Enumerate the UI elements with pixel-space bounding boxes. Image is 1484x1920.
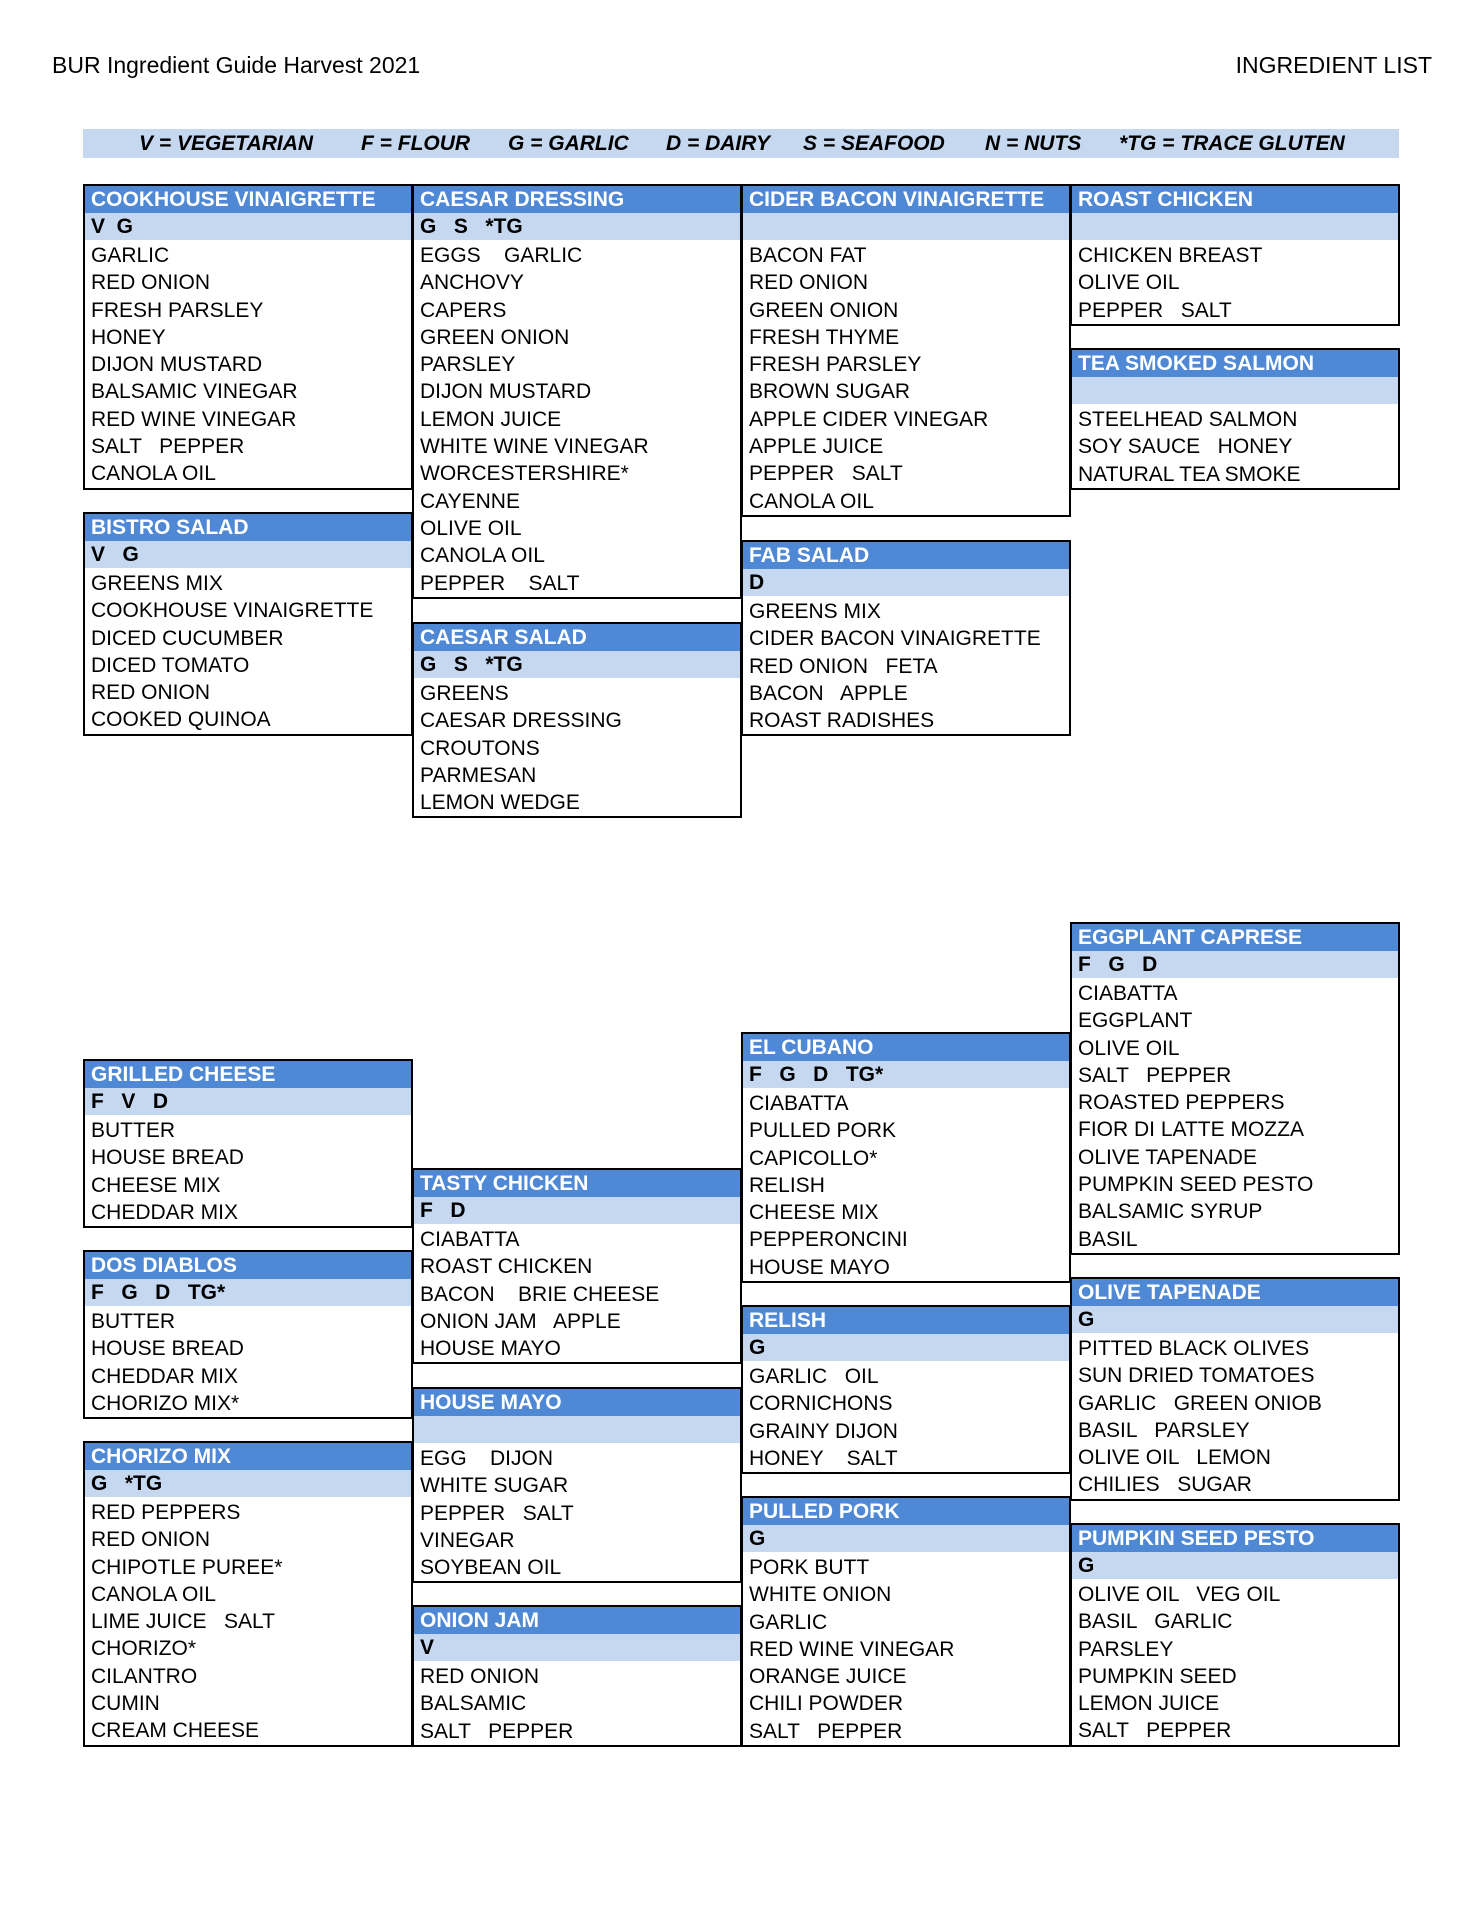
- recipe-title: PULLED PORK: [743, 1498, 1069, 1525]
- ingredient-item: BALSAMIC: [420, 1692, 527, 1716]
- ingredient-list: [85, 1115, 411, 1226]
- ingredient-item: RED ONION: [91, 271, 211, 295]
- recipe-allergen-tags: G: [743, 1525, 1069, 1552]
- recipe-card-roast-chicken: [1070, 184, 1400, 326]
- ingredient-item: HONEY SALT: [749, 1446, 898, 1470]
- ingredient-item: DIJON MUSTARD: [91, 353, 263, 377]
- ingredient-item: HONEY: [91, 325, 166, 349]
- ingredient-item: PUMPKIN SEED: [1078, 1664, 1237, 1688]
- recipe-card-tasty-chicken: [412, 1168, 742, 1364]
- legend-item-seafood: S = SEAFOOD: [803, 132, 945, 155]
- ingredient-list: [85, 1306, 411, 1417]
- ingredient-item: PEPPER SALT: [420, 1501, 574, 1525]
- ingredient-item: COOKHOUSE VINAIGRETTE: [91, 599, 374, 623]
- recipe-allergen-tags: F G D TG*: [85, 1279, 411, 1306]
- ingredient-item: ROASTED PEPPERS: [1078, 1091, 1285, 1115]
- ingredient-item: APPLE JUICE: [749, 435, 884, 459]
- recipe-title: EGGPLANT CAPRESE: [1072, 924, 1398, 951]
- ingredient-item: CHICKEN BREAST: [1078, 244, 1263, 267]
- recipe-allergen-tags: V G: [85, 213, 411, 240]
- ingredient-item: CHEDDAR MIX: [91, 1200, 239, 1224]
- recipe-title: FAB SALAD: [743, 542, 1069, 569]
- recipe-title: BISTRO SALAD: [85, 514, 411, 541]
- ingredient-item: PULLED PORK: [749, 1119, 897, 1143]
- ingredient-item: GREENS: [420, 682, 509, 705]
- ingredient-item: CHEESE MIX: [749, 1201, 879, 1225]
- ingredient-list: [414, 1443, 740, 1581]
- ingredient-item: EGG DIJON: [420, 1447, 554, 1470]
- ingredient-item: RELISH: [749, 1173, 825, 1197]
- recipe-title: EL CUBANO: [743, 1034, 1069, 1061]
- recipe-title: HOUSE MAYO: [414, 1389, 740, 1416]
- recipe-card-chorizo-mix: [83, 1441, 413, 1747]
- ingredient-item: ANCHOVY: [420, 271, 524, 295]
- ingredient-item: GARLIC GREEN ONIOB: [1078, 1391, 1322, 1415]
- ingredient-item: GARLIC: [91, 244, 170, 267]
- recipe-allergen-tags: G *TG: [85, 1470, 411, 1497]
- ingredient-item: CANOLA OIL: [91, 462, 216, 486]
- ingredient-item: VINEGAR: [420, 1528, 515, 1552]
- ingredient-list: [85, 240, 411, 488]
- ingredient-item: EGGS GARLIC: [420, 244, 583, 267]
- recipe-allergen-tags: D: [743, 569, 1069, 596]
- ingredient-item: PARSLEY: [1078, 1637, 1174, 1661]
- ingredient-list: [85, 1497, 411, 1745]
- recipe-card-house-mayo: [412, 1387, 742, 1583]
- ingredient-item: EGGPLANT: [1078, 1009, 1193, 1033]
- ingredient-item: PORK BUTT: [749, 1556, 870, 1579]
- ingredient-list: [743, 1361, 1069, 1472]
- ingredient-list: [414, 1661, 740, 1745]
- recipe-allergen-tags: F V D: [85, 1088, 411, 1115]
- ingredient-item: FRESH THYME: [749, 325, 900, 349]
- legend-item-trace-gluten: *TG = TRACE GLUTEN: [1119, 132, 1345, 155]
- ingredient-list: [1072, 240, 1398, 324]
- ingredient-list: [414, 678, 740, 816]
- ingredient-item: CIABATTA: [420, 1228, 520, 1251]
- ingredient-item: GRAINY DIJON: [749, 1419, 898, 1443]
- ingredient-item: GREEN ONION: [420, 325, 570, 349]
- recipe-card-cider-bacon-vinaigrette: [741, 184, 1071, 517]
- recipe-allergen-tags: [1072, 377, 1398, 404]
- ingredient-item: BACON FAT: [749, 244, 867, 267]
- ingredient-item: FRESH PARSLEY: [91, 298, 264, 322]
- ingredient-item: BACON BRIE CHEESE: [420, 1282, 660, 1306]
- document-title: BUR Ingredient Guide Harvest 2021: [52, 52, 421, 78]
- recipe-title: GRILLED CHEESE: [85, 1061, 411, 1088]
- recipe-allergen-tags: [414, 1416, 740, 1443]
- ingredient-item: CANOLA OIL: [420, 544, 545, 568]
- ingredient-item: CILANTRO: [91, 1664, 198, 1688]
- ingredient-item: CUMIN: [91, 1692, 160, 1716]
- ingredient-list: [414, 240, 740, 597]
- ingredient-item: RED PEPPERS: [91, 1501, 241, 1524]
- ingredient-item: PEPPER SALT: [749, 462, 903, 486]
- ingredient-item: PARSLEY: [420, 353, 516, 377]
- ingredient-item: BUTTER: [91, 1119, 175, 1142]
- ingredient-item: SOY SAUCE HONEY: [1078, 435, 1293, 459]
- recipe-title: RELISH: [743, 1307, 1069, 1334]
- recipe-allergen-tags: G S *TG: [414, 213, 740, 240]
- ingredient-item: COOKED QUINOA: [91, 708, 271, 732]
- ingredient-item: LEMON WEDGE: [420, 791, 580, 815]
- recipe-card-eggplant-caprese: [1070, 922, 1400, 1255]
- ingredient-item: SALT PEPPER: [1078, 1063, 1232, 1087]
- ingredient-item: APPLE CIDER VINEGAR: [749, 407, 989, 431]
- ingredient-item: GREENS MIX: [749, 600, 881, 623]
- ingredient-item: CANOLA OIL: [91, 1582, 216, 1606]
- recipe-title: TEA SMOKED SALMON: [1072, 350, 1398, 377]
- ingredient-item: WORCESTERSHIRE*: [420, 462, 629, 486]
- ingredient-item: CAPICOLLO*: [749, 1146, 878, 1170]
- ingredient-item: CROUTONS: [420, 736, 540, 760]
- ingredient-item: SALT PEPPER: [420, 1719, 574, 1743]
- recipe-allergen-tags: [1072, 213, 1398, 240]
- ingredient-item: RED ONION: [91, 1528, 211, 1552]
- legend-item-vegetarian: V = VEGETARIAN: [139, 132, 314, 155]
- ingredient-item: GARLIC OIL: [749, 1365, 879, 1388]
- ingredient-item: CHIPOTLE PUREE*: [91, 1555, 283, 1579]
- ingredient-item: CIDER BACON VINAIGRETTE: [749, 627, 1041, 651]
- recipe-card-caesar-salad: [412, 622, 742, 818]
- recipe-card-pulled-pork: [741, 1496, 1071, 1747]
- ingredient-item: CANOLA OIL: [749, 489, 874, 513]
- recipe-card-el-cubano: [741, 1032, 1071, 1283]
- ingredient-list: [1072, 404, 1398, 488]
- recipe-title: ROAST CHICKEN: [1072, 186, 1398, 213]
- ingredient-item: RED ONION: [749, 271, 869, 295]
- recipe-card-fab-salad: [741, 540, 1071, 736]
- ingredient-item: OLIVE OIL VEG OIL: [1078, 1583, 1281, 1606]
- recipe-title: CIDER BACON VINAIGRETTE: [743, 186, 1069, 213]
- ingredient-list: [743, 1552, 1069, 1745]
- ingredient-item: GARLIC: [749, 1610, 828, 1634]
- legend-item-flour: F = FLOUR: [361, 132, 471, 155]
- ingredient-list: [743, 1088, 1069, 1281]
- ingredient-item: PEPPER SALT: [420, 571, 580, 595]
- ingredient-item: SALT PEPPER: [1078, 1719, 1232, 1743]
- ingredient-item: CHEESE MIX: [91, 1173, 221, 1197]
- ingredient-item: CREAM CHEESE: [91, 1719, 260, 1743]
- ingredient-item: HOUSE MAYO: [749, 1255, 890, 1279]
- ingredient-item: HOUSE BREAD: [91, 1146, 244, 1170]
- ingredient-item: FRESH PARSLEY: [749, 353, 922, 377]
- recipe-card-bistro-salad: [83, 512, 413, 736]
- ingredient-item: LEMON JUICE: [1078, 1692, 1220, 1716]
- legend-item-garlic: G = GARLIC: [508, 132, 629, 155]
- recipe-allergen-tags: G S *TG: [414, 651, 740, 678]
- recipe-allergen-tags: G: [743, 1334, 1069, 1361]
- ingredient-item: CHORIZO*: [91, 1637, 196, 1661]
- ingredient-item: BASIL: [1078, 1227, 1138, 1251]
- ingredient-item: RED WINE VINEGAR: [749, 1637, 955, 1661]
- recipe-allergen-tags: G: [1072, 1552, 1398, 1579]
- ingredient-item: WHITE ONION: [749, 1583, 892, 1607]
- ingredient-item: PARMESAN: [420, 763, 537, 787]
- ingredient-item: CHILI POWDER: [749, 1692, 904, 1716]
- ingredient-item: DICED TOMATO: [91, 653, 250, 677]
- ingredient-item: WHITE WINE VINEGAR: [420, 435, 649, 459]
- ingredient-item: OLIVE TAPENADE: [1078, 1145, 1257, 1169]
- recipe-title: DOS DIABLOS: [85, 1252, 411, 1279]
- ingredient-item: DICED CUCUMBER: [91, 626, 284, 650]
- recipe-card-onion-jam: [412, 1605, 742, 1747]
- ingredient-item: PITTED BLACK OLIVES: [1078, 1337, 1310, 1360]
- legend-item-dairy: D = DAIRY: [666, 132, 771, 155]
- ingredient-item: PEPPERONCINI: [749, 1228, 908, 1252]
- ingredient-item: CIABATTA: [1078, 982, 1178, 1005]
- ingredient-item: ROAST RADISHES: [749, 709, 935, 733]
- ingredient-item: CHEDDAR MIX: [91, 1364, 239, 1388]
- ingredient-item: LEMON JUICE: [420, 407, 562, 431]
- recipe-allergen-tags: F D: [414, 1197, 740, 1224]
- recipe-allergen-tags: G: [1072, 1306, 1398, 1333]
- ingredient-item: HOUSE BREAD: [91, 1337, 244, 1361]
- ingredient-item: BASIL PARSLEY: [1078, 1418, 1250, 1442]
- ingredient-item: NATURAL TEA SMOKE: [1078, 462, 1301, 486]
- ingredient-item: ROAST CHICKEN: [420, 1255, 593, 1279]
- recipe-allergen-tags: F G D: [1072, 951, 1398, 978]
- ingredient-item: CORNICHONS: [749, 1392, 893, 1416]
- recipe-title: ONION JAM: [414, 1607, 740, 1634]
- ingredient-list: [743, 596, 1069, 734]
- recipe-title: CAESAR DRESSING: [414, 186, 740, 213]
- recipe-allergen-tags: [743, 213, 1069, 240]
- recipe-card-olive-tapenade: [1070, 1277, 1400, 1501]
- ingredient-item: RED WINE VINEGAR: [91, 407, 297, 431]
- ingredient-item: FIOR DI LATTE MOZZA: [1078, 1118, 1304, 1142]
- recipe-title: OLIVE TAPENADE: [1072, 1279, 1398, 1306]
- recipe-title: PUMPKIN SEED PESTO: [1072, 1525, 1398, 1552]
- ingredient-item: PEPPER SALT: [1078, 298, 1232, 322]
- ingredient-item: OLIVE OIL: [1078, 271, 1180, 295]
- ingredient-item: OLIVE OIL: [1078, 1036, 1180, 1060]
- recipe-card-pumpkin-seed-pesto: [1070, 1523, 1400, 1747]
- recipe-allergen-tags: V: [414, 1634, 740, 1661]
- ingredient-item: LIME JUICE SALT: [91, 1610, 275, 1634]
- ingredient-item: PUMPKIN SEED PESTO: [1078, 1173, 1314, 1197]
- ingredient-item: GREENS MIX: [91, 572, 223, 595]
- recipe-title: CHORIZO MIX: [85, 1443, 411, 1470]
- recipe-card-grilled-cheese: [83, 1059, 413, 1228]
- ingredient-item: RED ONION: [91, 681, 211, 705]
- ingredient-item: RED ONION FETA: [749, 654, 938, 678]
- ingredient-item: OLIVE OIL: [420, 516, 522, 540]
- ingredient-list: [1072, 1579, 1398, 1745]
- ingredient-item: SUN DRIED TOMATOES: [1078, 1364, 1315, 1388]
- ingredient-item: BALSAMIC VINEGAR: [91, 380, 298, 404]
- ingredient-item: RED ONION: [420, 1665, 540, 1688]
- ingredient-item: CIABATTA: [749, 1092, 849, 1115]
- recipe-allergen-tags: V G: [85, 541, 411, 568]
- recipe-card-dos-diablos: [83, 1250, 413, 1419]
- ingredient-item: OLIVE OIL LEMON: [1078, 1446, 1271, 1470]
- ingredient-item: CHORIZO MIX*: [91, 1391, 240, 1415]
- ingredient-item: CHILIES SUGAR: [1078, 1473, 1252, 1497]
- ingredient-item: BROWN SUGAR: [749, 380, 911, 404]
- ingredient-item: BUTTER: [91, 1310, 175, 1333]
- ingredient-item: BASIL GARLIC: [1078, 1610, 1233, 1634]
- ingredient-list: [743, 240, 1069, 515]
- recipe-allergen-tags: F G D TG*: [743, 1061, 1069, 1088]
- ingredient-item: ORANGE JUICE: [749, 1665, 907, 1689]
- recipe-card-caesar-dressing: [412, 184, 742, 599]
- recipe-title: TASTY CHICKEN: [414, 1170, 740, 1197]
- legend-item-nuts: N = NUTS: [985, 132, 1082, 155]
- ingredient-item: SOYBEAN OIL: [420, 1556, 562, 1580]
- recipe-card-relish: [741, 1305, 1071, 1474]
- recipe-title: COOKHOUSE VINAIGRETTE: [85, 186, 411, 213]
- document-section-label: INGREDIENT LIST: [1235, 52, 1432, 78]
- ingredient-item: CAPERS: [420, 298, 507, 322]
- ingredient-list: [414, 1224, 740, 1362]
- allergen-legend: [83, 129, 1399, 158]
- ingredient-item: BALSAMIC SYRUP: [1078, 1200, 1263, 1224]
- recipe-title: CAESAR SALAD: [414, 624, 740, 651]
- ingredient-item: WHITE SUGAR: [420, 1474, 569, 1498]
- ingredient-item: ONION JAM APPLE: [420, 1309, 621, 1333]
- ingredient-item: CAYENNE: [420, 489, 520, 513]
- ingredient-item: HOUSE MAYO: [420, 1337, 561, 1361]
- ingredient-list: [1072, 978, 1398, 1253]
- ingredient-item: BACON APPLE: [749, 681, 908, 705]
- recipe-card-tea-smoked-salmon: [1070, 348, 1400, 490]
- ingredient-item: CAESAR DRESSING: [420, 709, 622, 733]
- ingredient-item: GREEN ONION: [749, 298, 899, 322]
- ingredient-item: DIJON MUSTARD: [420, 380, 592, 404]
- ingredient-item: SALT PEPPER: [749, 1719, 903, 1743]
- ingredient-item: SALT PEPPER: [91, 435, 245, 459]
- ingredient-list: [1072, 1333, 1398, 1499]
- ingredient-item: STEELHEAD SALMON: [1078, 408, 1298, 431]
- recipe-card-cookhouse-vinaigrette: [83, 184, 413, 490]
- ingredient-list: [85, 568, 411, 734]
